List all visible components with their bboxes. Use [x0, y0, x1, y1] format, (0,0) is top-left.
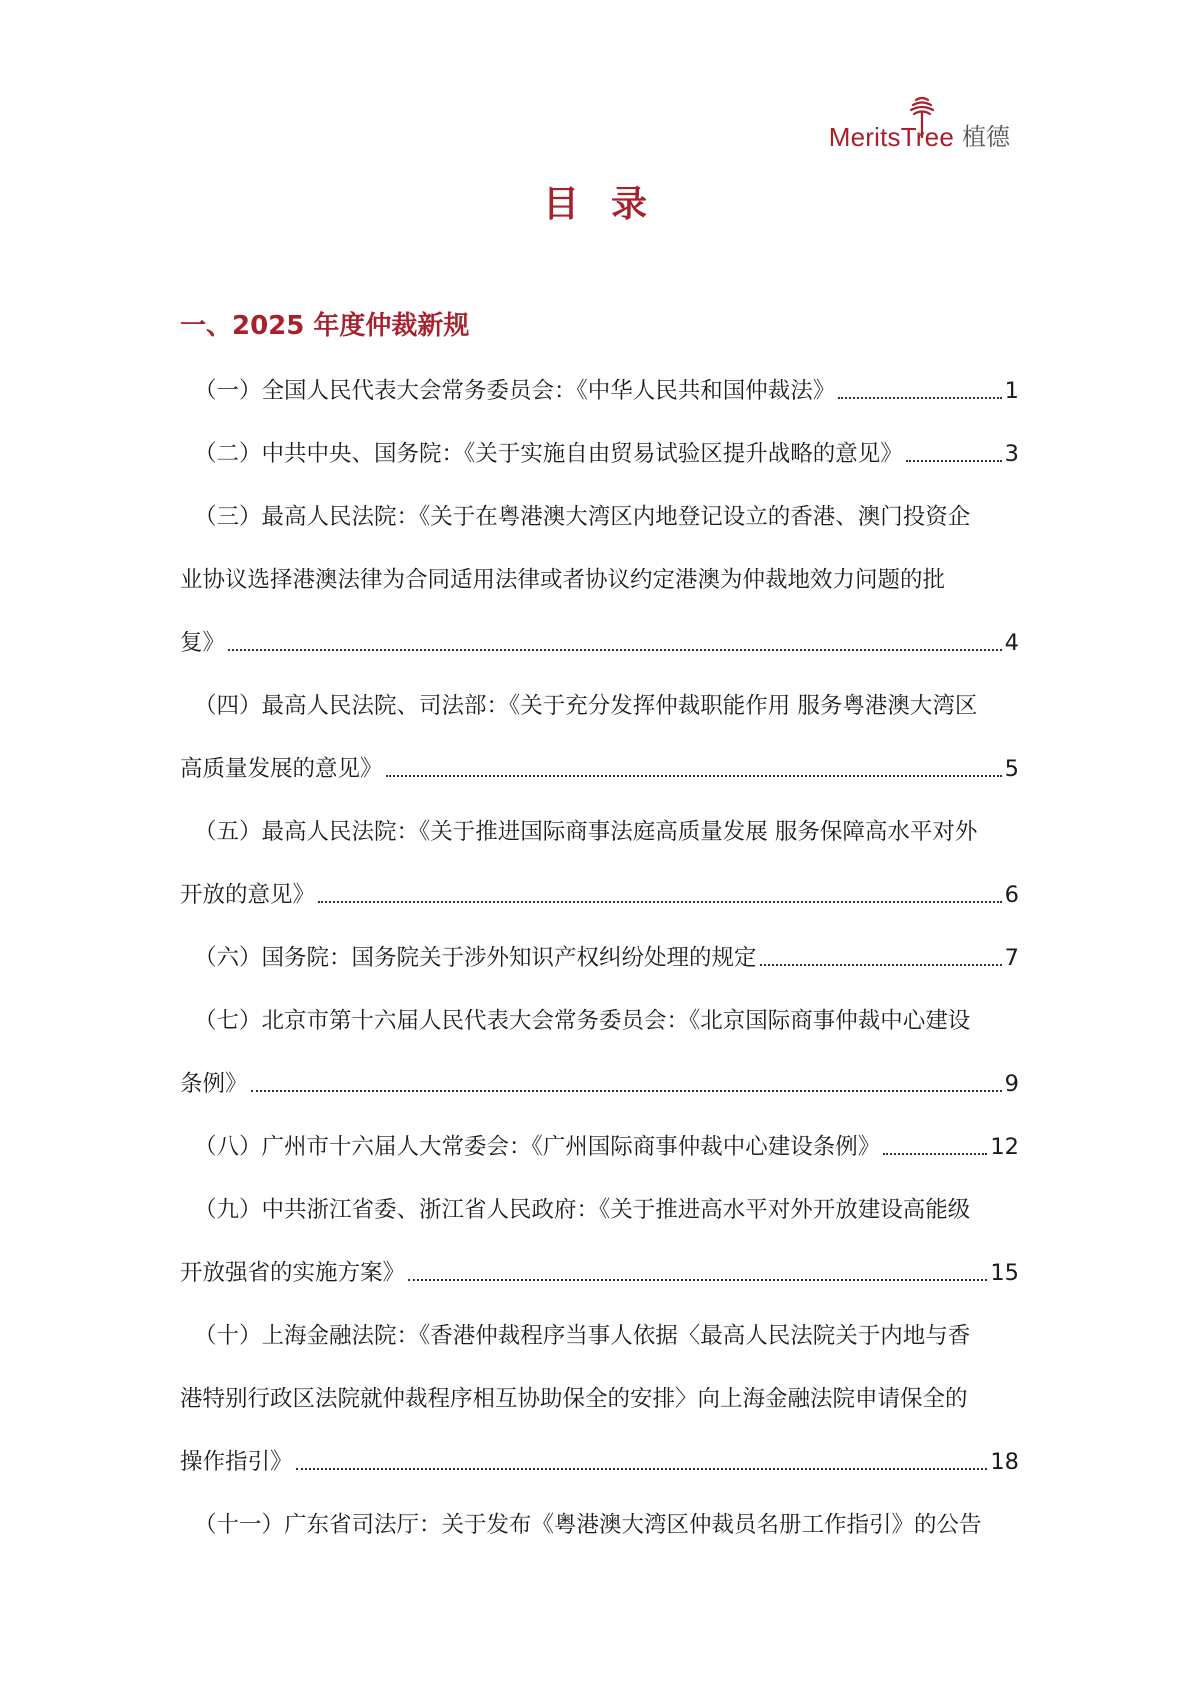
toc-entry-text: 条例》: [180, 1071, 248, 1097]
toc-entry[interactable]: [180, 1494, 1019, 1557]
toc-leader-dots: [906, 460, 1002, 462]
toc-leader-dots: [838, 397, 1001, 399]
toc-entry-text: 复》: [180, 630, 226, 656]
toc-leader-dots: [883, 1153, 987, 1155]
toc-page-number: 15: [990, 1260, 1019, 1286]
toc-line: [180, 360, 1019, 423]
toc-entry-text: （十一）广东省司法厅：关于发布《粤港澳大湾区仲裁员名册工作指引》的公告: [194, 1512, 982, 1538]
toc-page-number: 1: [1004, 378, 1019, 404]
toc-entry[interactable]: [180, 1116, 1019, 1179]
toc-leader-dots: [386, 775, 1002, 777]
toc-line: [180, 423, 1019, 486]
toc-page-number: 3: [1004, 441, 1019, 467]
toc-entry[interactable]: [180, 990, 1019, 1116]
toc-line: [180, 486, 1019, 549]
toc-line: [180, 1431, 1019, 1494]
toc-line: [180, 1053, 1019, 1116]
page-title: 目录: [542, 184, 679, 225]
toc-line: [180, 612, 1019, 675]
toc-entry-text: （八）广州市十六届人大常委会：《广州国际商事仲裁中心建设条例》: [194, 1134, 881, 1160]
toc-line: [180, 864, 1019, 927]
section-heading: 一、2025 年度仲裁新规: [180, 311, 470, 341]
toc-line: [180, 549, 1019, 612]
toc-entry-text: （四）最高人民法院、司法部：《关于充分发挥仲裁职能作用 服务粤港澳大湾区: [194, 693, 978, 719]
toc-line: [180, 801, 1019, 864]
toc-entry[interactable]: [180, 360, 1019, 423]
toc-page-number: 5: [1004, 756, 1019, 782]
logo-chinese-text: 植德: [962, 123, 1010, 151]
toc-entry[interactable]: [180, 675, 1019, 801]
toc-entry[interactable]: [180, 486, 1019, 675]
toc-line: [180, 927, 1019, 990]
toc-leader-dots: [251, 1090, 1002, 1092]
toc-entry[interactable]: [180, 801, 1019, 927]
toc-entry-text: 开放强省的实施方案》: [180, 1260, 406, 1286]
toc-line: [180, 738, 1019, 801]
toc-entry-text: 开放的意见》: [180, 882, 316, 908]
toc-entry-text: 业协议选择港澳法律为合同适用法律或者协议约定港澳为仲裁地效力问题的批: [180, 567, 946, 593]
toc-leader-dots: [760, 964, 1002, 966]
toc-entry[interactable]: [180, 927, 1019, 990]
toc-line: [180, 1494, 1019, 1557]
toc-page-number: 6: [1004, 882, 1019, 908]
toc-page-number: 18: [990, 1449, 1019, 1475]
toc-entry-text: 操作指引》: [180, 1449, 293, 1475]
toc-entry-text: （一）全国人民代表大会常务委员会：《中华人民共和国仲裁法》: [194, 378, 836, 404]
toc-entry-text: （十）上海金融法院：《香港仲裁程序当事人依据〈最高人民法院关于内地与香: [194, 1323, 971, 1349]
toc-page-number: 12: [990, 1134, 1019, 1160]
toc-entry-text: （二）中共中央、国务院：《关于实施自由贸易试验区提升战略的意见》: [194, 441, 903, 467]
toc-entry-text: （五）最高人民法院：《关于推进国际商事法庭高质量发展 服务保障高水平对外: [194, 819, 978, 845]
toc-line: [180, 675, 1019, 738]
toc-entry-text: （七）北京市第十六届人民代表大会常务委员会：《北京国际商事仲裁中心建设: [194, 1008, 971, 1034]
toc-page-number: 7: [1004, 945, 1019, 971]
toc-leader-dots: [408, 1279, 987, 1281]
toc-line: [180, 1368, 1019, 1431]
toc-line: [180, 1116, 1019, 1179]
toc-entry-text: 高质量发展的意见》: [180, 756, 383, 782]
toc-leader-dots: [318, 901, 1002, 903]
table-of-contents: [180, 360, 1019, 1557]
toc-entry[interactable]: [180, 1305, 1019, 1494]
toc-leader-dots: [228, 649, 1002, 651]
toc-page-number: 9: [1004, 1071, 1019, 1097]
toc-entry[interactable]: [180, 423, 1019, 486]
toc-entry-text: 港特别行政区法院就仲裁程序相互协助保全的安排〉向上海金融法院申请保全的: [180, 1386, 968, 1412]
toc-line: [180, 1242, 1019, 1305]
toc-entry-text: （三）最高人民法院：《关于在粤港澳大湾区内地登记设立的香港、澳门投资企: [194, 504, 971, 530]
toc-line: [180, 1179, 1019, 1242]
toc-entry-text: （九）中共浙江省委、浙江省人民政府：《关于推进高水平对外开放建设高能级: [194, 1197, 971, 1223]
toc-entry[interactable]: [180, 1179, 1019, 1305]
logo-text: MeritsTree: [828, 122, 954, 152]
toc-page-number: 4: [1004, 630, 1019, 656]
tree-logo-icon: [907, 94, 937, 138]
toc-entry-text: （六）国务院：国务院关于涉外知识产权纠纷处理的规定: [194, 945, 757, 971]
toc-line: [180, 990, 1019, 1053]
toc-leader-dots: [296, 1468, 988, 1470]
toc-line: [180, 1305, 1019, 1368]
brand-logo: [829, 100, 1010, 152]
